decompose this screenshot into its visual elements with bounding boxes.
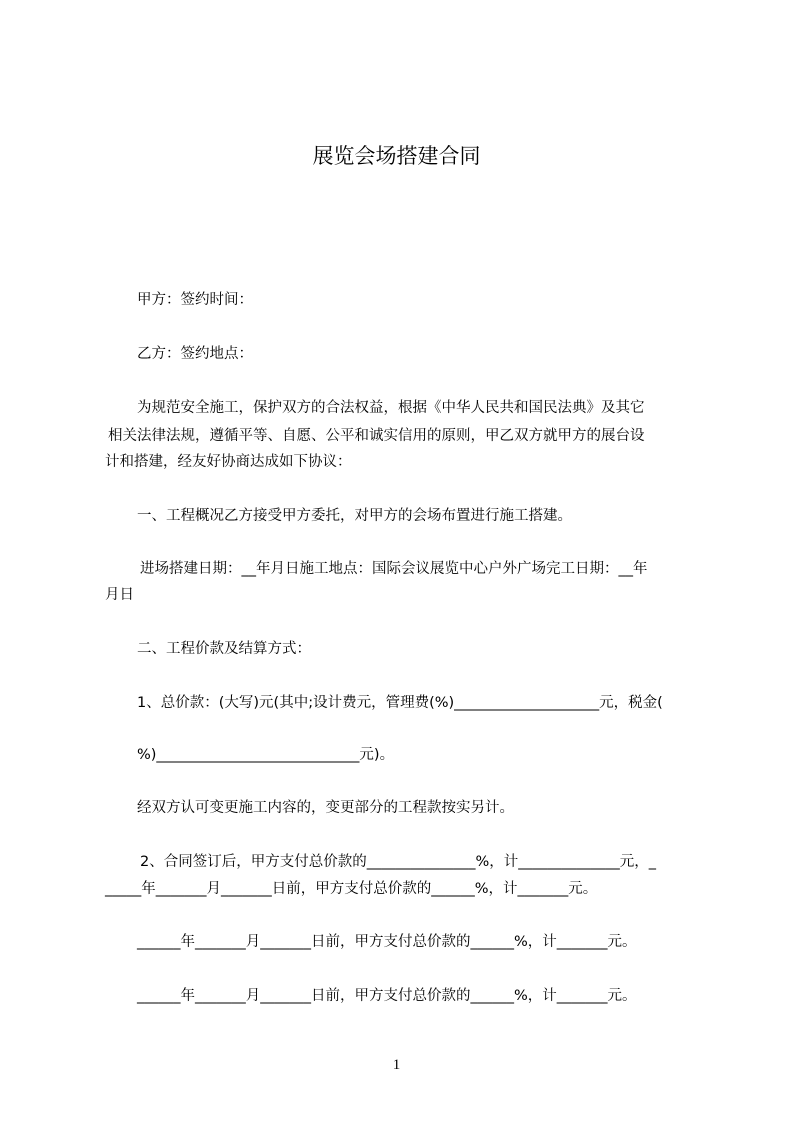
price-line-1: 1、总价款：(大写)元(其中;设计费元，管理费(%)____________________元，税金(: [137, 695, 663, 711]
payment-line-1: 2、合同签订后，甲方支付总价款的_______________%，计______________元，_: [140, 854, 657, 870]
preamble-line-2: 相关法律法规，遵循平等、自愿、公平和诚实信用的原则，甲乙双方就甲方的展台设: [108, 428, 645, 444]
schedule-line-1: 进场搭建日期：__年月日施工地点：国际会议展览中心户外广场完工日期：__年: [140, 561, 648, 577]
party-b-line: 乙方：签约地点：: [137, 346, 253, 362]
payment-line-4: ______年_______月_______日前，甲方支付总价款的______%，计_______元。: [137, 988, 637, 1004]
document-title: 展览会场搭建合同: [312, 144, 481, 168]
section-1-heading: 一、工程概况乙方接受甲方委托，对甲方的会场布置进行施工搭建。: [137, 508, 572, 524]
payment-line-3: ______年_______月_______日前，甲方支付总价款的______%，计_______元。: [137, 934, 637, 950]
price-line-2: %)____________________________元)。: [137, 747, 395, 763]
preamble-line-3: 计和搭建，经友好协商达成如下协议：: [105, 454, 352, 470]
section-2-heading: 二、工程价款及结算方式：: [137, 641, 311, 657]
page-number: 1: [392, 1057, 401, 1073]
variation-line: 经双方认可变更施工内容的，变更部分的工程款按实另计。: [137, 800, 514, 816]
payment-line-2: _____年_______月_______日前，甲方支付总价款的______%，计_______元。: [105, 881, 598, 897]
preamble-line-1: 为规范安全施工，保护双方的合法权益，根据《中华人民共和国民法典》及其它: [137, 400, 645, 416]
schedule-line-2: 月日: [105, 587, 134, 603]
party-a-line: 甲方：签约时间：: [137, 292, 253, 308]
